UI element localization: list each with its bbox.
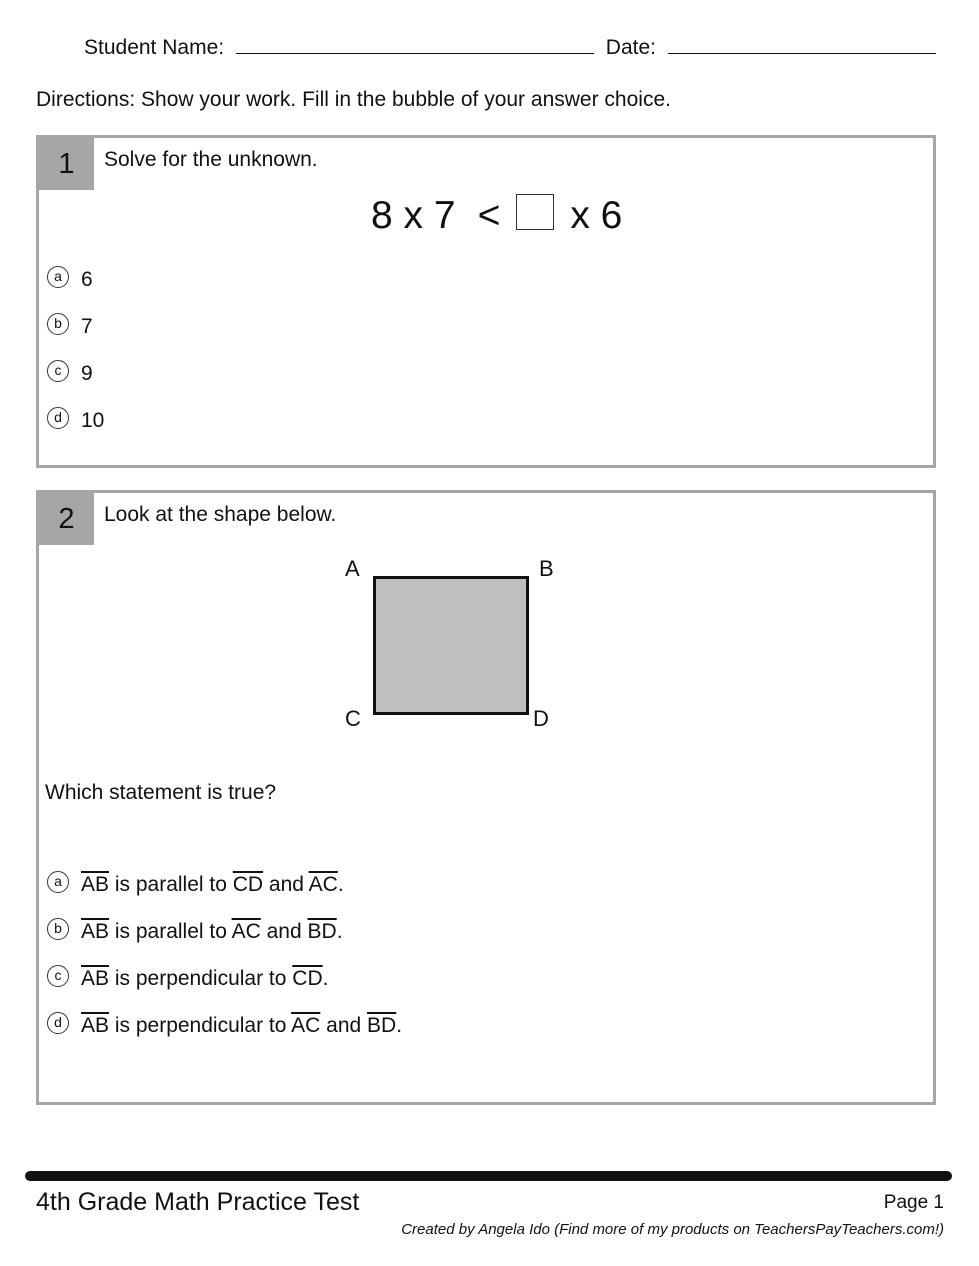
segment: $\overline{BD}$ xyxy=(307,920,337,943)
bubble-a[interactable]: a xyxy=(47,266,69,288)
choice-text: 6 xyxy=(81,268,93,291)
choice-text: 7 xyxy=(81,315,93,338)
segment: $\overline{AC}$ xyxy=(231,920,261,943)
square-shape xyxy=(373,576,529,715)
page-number: Page 1 xyxy=(883,1192,944,1213)
segment: $\overline{BD}$ xyxy=(367,1014,397,1037)
answer-choice-c[interactable] xyxy=(47,967,328,991)
vertex-label-b: B xyxy=(539,556,554,581)
student-name-field[interactable] xyxy=(236,36,594,54)
answer-choice-b[interactable] xyxy=(47,920,343,944)
bubble-c[interactable]: c xyxy=(47,360,69,382)
choice-text: $\overline{AB}$ is perpendicular to $\overline{CD}$. xyxy=(81,967,329,990)
answer-choice-a[interactable] xyxy=(47,268,93,292)
segment: $\overline{AB}$ xyxy=(81,967,110,990)
choice-text: $\overline{AB}$ is perpendicular to $\overline{AC}$ and $\overline{BD}$. xyxy=(81,1014,403,1037)
answer-choice-b[interactable] xyxy=(47,315,93,339)
answer-choice-a[interactable] xyxy=(47,873,344,897)
question-prompt: Solve for the unknown. xyxy=(104,148,318,171)
bubble-d[interactable]: d xyxy=(47,407,69,429)
segment: $\overline{CD}$ xyxy=(232,873,264,896)
segment: $\overline{CD}$ xyxy=(292,967,323,990)
footer-credit: Created by Angela Ido (Find more of my products on TeachersPayTeachers.com!) xyxy=(401,1221,944,1238)
choice-text: $\overline{AB}$ is parallel to $\overline{CD}$ and $\overline{AC}$. xyxy=(81,873,344,896)
date-label: Date: xyxy=(605,36,656,59)
segment: $\overline{AC}$ xyxy=(308,873,338,896)
student-name-label: Student Name: xyxy=(84,36,225,59)
choice-text: 10 xyxy=(81,409,105,432)
question-text: Which statement is true? xyxy=(45,781,277,804)
segment: $\overline{AC}$ xyxy=(291,1014,321,1037)
choice-text: $\overline{AB}$ is parallel to $\overline{AC}$ and $\overline{BD}$. xyxy=(81,920,343,943)
footer-title: 4th Grade Math Practice Test xyxy=(36,1188,360,1216)
question-prompt: Look at the shape below. xyxy=(104,503,337,526)
equation-left: 8 x 7 xyxy=(371,194,456,237)
vertex-label-c: C xyxy=(345,706,361,731)
directions: Directions: Show your work. Fill in the bubble of your answer choice. xyxy=(36,88,671,111)
student-info-line xyxy=(84,36,936,60)
footer-divider xyxy=(25,1171,952,1181)
segment: $\overline{AB}$ xyxy=(81,873,110,896)
unknown-box xyxy=(516,194,554,230)
bubble-c[interactable]: c xyxy=(47,965,69,987)
bubble-b[interactable]: b xyxy=(47,918,69,940)
answer-choice-d[interactable] xyxy=(47,409,104,433)
segment: $\overline{AB}$ xyxy=(81,1014,110,1037)
question-1-box xyxy=(36,135,936,468)
question-number: 1 xyxy=(39,138,94,190)
answer-choice-c[interactable] xyxy=(47,362,93,386)
answer-choice-d[interactable] xyxy=(47,1014,402,1038)
segment: $\overline{AB}$ xyxy=(81,920,110,943)
question-2-box xyxy=(36,490,936,1105)
vertex-label-d: D xyxy=(533,706,549,731)
equation xyxy=(371,194,622,238)
bubble-d[interactable]: d xyxy=(47,1012,69,1034)
bubble-a[interactable]: a xyxy=(47,871,69,893)
equation-operator: < xyxy=(477,194,501,237)
vertex-label-a: A xyxy=(345,556,360,581)
choice-text: 9 xyxy=(81,362,93,385)
question-number: 2 xyxy=(39,493,94,545)
equation-right: x 6 xyxy=(570,194,623,237)
bubble-b[interactable]: b xyxy=(47,313,69,335)
date-field[interactable] xyxy=(668,36,936,54)
